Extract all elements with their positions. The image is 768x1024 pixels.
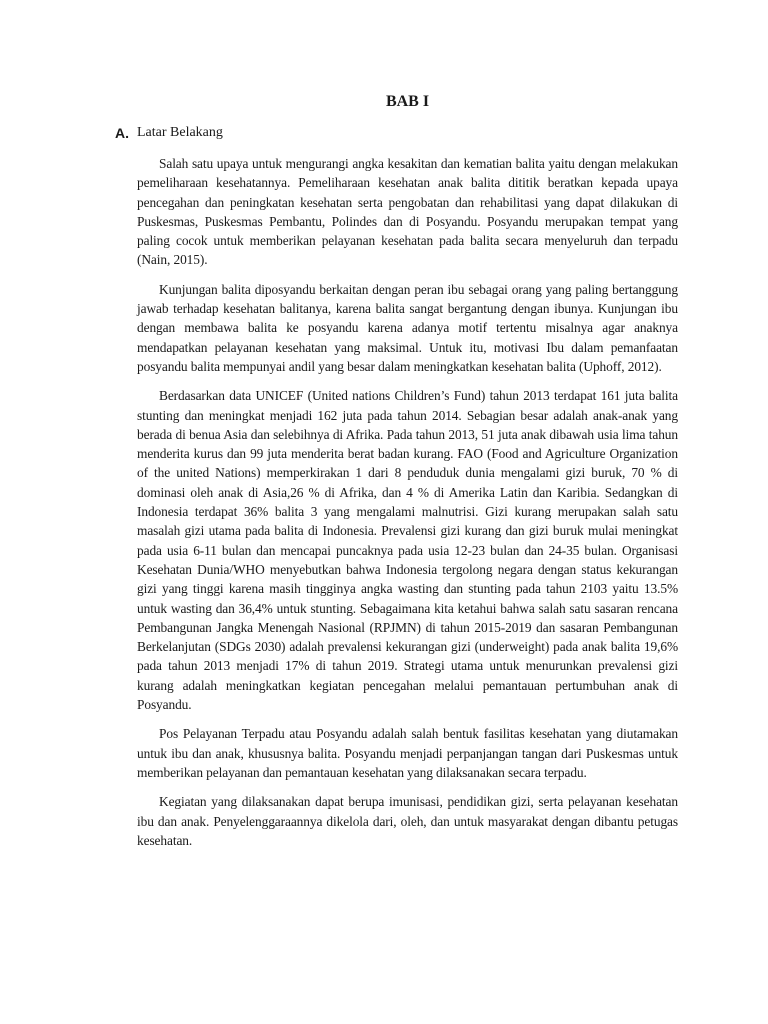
paragraph-2: Kunjungan balita diposyandu berkaitan dengan peran ibu sebagai orang yang paling bertanggung jawab terhadap kesehatan balitanya, karena balita sangat bergantung dengan ibunya. Kunjungan ibu dengan membawa balita ke posyandu karena adanya motif tertentu misalnya agar anaknya mendapatkan pelayanan kesehatan yang maksimal. Untuk itu, motivasi Ibu dalam pemanfaatan posyandu balita mempunyai andil yang besar dalam meningkatkan kesehatan balita (Uphoff, 2012). (137, 281, 678, 374)
paragraph-3: Berdasarkan data UNICEF (United nations Children’s Fund) tahun 2013 terdapat 161 juta balita stunting dan meningkat menjadi 162 juta pada tahun 2014. Sebagian besar adalah anak-anak yang berada di benua Asia dan selebihnya di Afrika. Pada tahun 2013, 51 juta anak dibawah usia lima tahun menderita kurus dan 99 juta menderita berat badan kurang. FAO (Food and Agriculture Organization of the united Nations) memperkirakan 1 dari 8 penduduk dunia mengalami gizi buruk, 70 % di dominasi oleh anak di Asia,26 % di Afrika, dan 4 % di Amerika Latin dan Karibia. Sedangkan di Indonesia terdapat 36% balita 3 yang mengalami malnutrisi. Gizi kurang merupakan salah satu masalah gizi utama pada balita di Indonesia. Prevalensi gizi kurang dan gizi buruk mulai meningkat pada usia 6-11 bulan dan mencapai puncaknya pada usia 12-23 bulan dan 24-35 bulan. Organisasi Kesehatan Dunia/WHO menyebutkan bahwa Indonesia tergolong negara dengan status kekurangan gizi yang tinggi karena masih tingginya angka wasting dan stunting pada tahun 2103 yaitu 13.5% untuk wasting dan 36,4% untuk stunting. Sebagaimana kita ketahui bahwa salah satu sasaran rencana Pembangunan Jangka Menengah Nasional (RPJMN) di tahun 2015-2019 dan sasaran Pembangunan Berkelanjutan (SDGs 2030) adalah prevalensi kekurangan gizi (underweight) pada anak balita 19,6% pada tahun 2013 menjadi 17% di tahun 2019. Strategi utama untuk menurunkan prevalensi gizi kurang adalah meningkatkan kegiatan pencegahan melalui pemantauan pertumbuhan anak di Posyandu. (137, 388, 678, 713)
paragraph-5: Kegiatan yang dilaksanakan dapat berupa imunisasi, pendidikan gizi, serta pelayanan kesehatan ibu dan anak. Penyelenggaraannya dikelola dari, oleh, dan untuk masyarakat dengan dibantu petugas kesehatan. (137, 794, 678, 848)
chapter-title: BAB I (385, 93, 430, 110)
document-page (115, 92, 678, 860)
section-title: Latar Belakang (137, 125, 223, 140)
paragraph-4: Pos Pelayanan Terpadu atau Posyandu adalah salah bentuk fasilitas kesehatan yang diutamakan untuk ibu dan anak, khususnya balita. Posyandu menjadi perpanjangan tangan dari Puskesmas untuk memberikan pelayanan dan pemantauan kesehatan yang dilaksanakan secara terpadu. (137, 726, 678, 780)
section-marker: A. (115, 125, 129, 141)
section-heading (115, 124, 678, 142)
paragraph-1: Salah satu upaya untuk mengurangi angka kesakitan dan kematian balita yaitu dengan melakukan pemeliharaan kesehatannya. Pemeliharaan kesehatan anak balita dititik beratkan kepada upaya pencegahan dan peningkatan kesehatan serta pengobatan dan rehabilitasi yang dapat dilakukan di Puskesmas, Puskesmas Pembantu, Polindes dan di Posyandu. Posyandu merupakan tempat yang paling cocok untuk memberikan pelayanan kesehatan pada balita secara menyeluruh dan terpadu (Nain, 2015). (137, 156, 678, 268)
